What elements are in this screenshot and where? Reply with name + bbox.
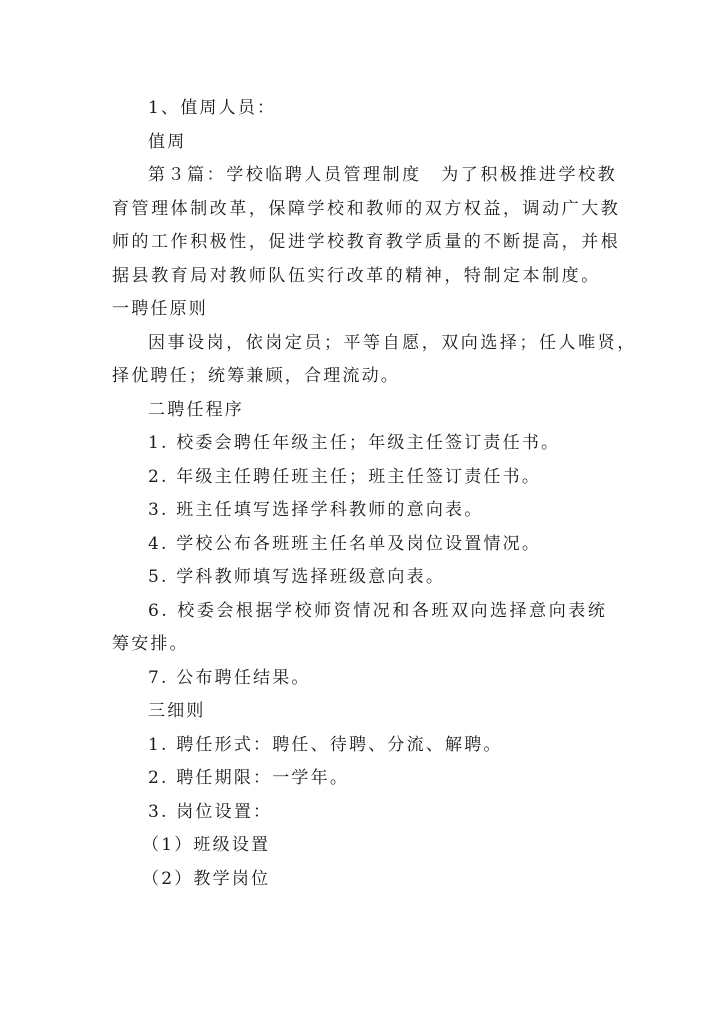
text-line: 筹安排。: [112, 634, 189, 654]
text-line: 值周: [148, 131, 187, 152]
section-heading: 三细则: [148, 701, 206, 721]
list-item: 1. 校委会聘任年级主任；年级主任签订责任书。: [148, 433, 561, 453]
document-body: [112, 92, 637, 896]
section-heading: 二聘任程序: [148, 399, 244, 420]
section-heading: 一聘任原则: [112, 299, 208, 319]
text-line: 据县教育局对教师队伍实行改革的精神，特制定本制度。: [112, 265, 601, 286]
text-line: 因事设岗，依岗定员；平等自愿，双向选择；任人唯贤，: [148, 332, 637, 353]
list-item: 5. 学科教师填写选择班级意向表。: [148, 567, 446, 587]
text-line: 师的工作积极性，促进学校教育教学质量的不断提高，并根: [112, 232, 621, 252]
list-item: 3. 岗位设置：: [148, 801, 273, 822]
text-line: 择优聘任；统筹兼顾，合理流动。: [112, 366, 400, 386]
list-item: 6. 校委会根据学校师资情况和各班双向选择意向表统: [148, 600, 608, 621]
list-item: 2. 聘任期限：一学年。: [148, 768, 350, 788]
text-line: 1、值周人员：: [148, 98, 277, 118]
list-item: 2. 年级主任聘任班主任；班主任签订责任书。: [148, 466, 542, 487]
sub-list-item: （2）教学岗位: [142, 868, 271, 889]
list-item: 1. 聘任形式：聘任、待聘、分流、解聘。: [148, 734, 503, 755]
text-line: 第３篇：学校临聘人员管理制度 为了积极推进学校教: [148, 165, 618, 185]
sub-list-item: （1）班级设置: [142, 835, 271, 855]
list-item: 7. 公布聘任结果。: [148, 667, 311, 688]
text-line: 育管理体制改革，保障学校和教师的双方权益，调动广大教: [112, 198, 621, 219]
list-item: 3. 班主任填写选择学科教师的意向表。: [148, 500, 484, 520]
list-item: 4. 学校公布各班班主任名单及岗位设置情况。: [148, 533, 542, 554]
